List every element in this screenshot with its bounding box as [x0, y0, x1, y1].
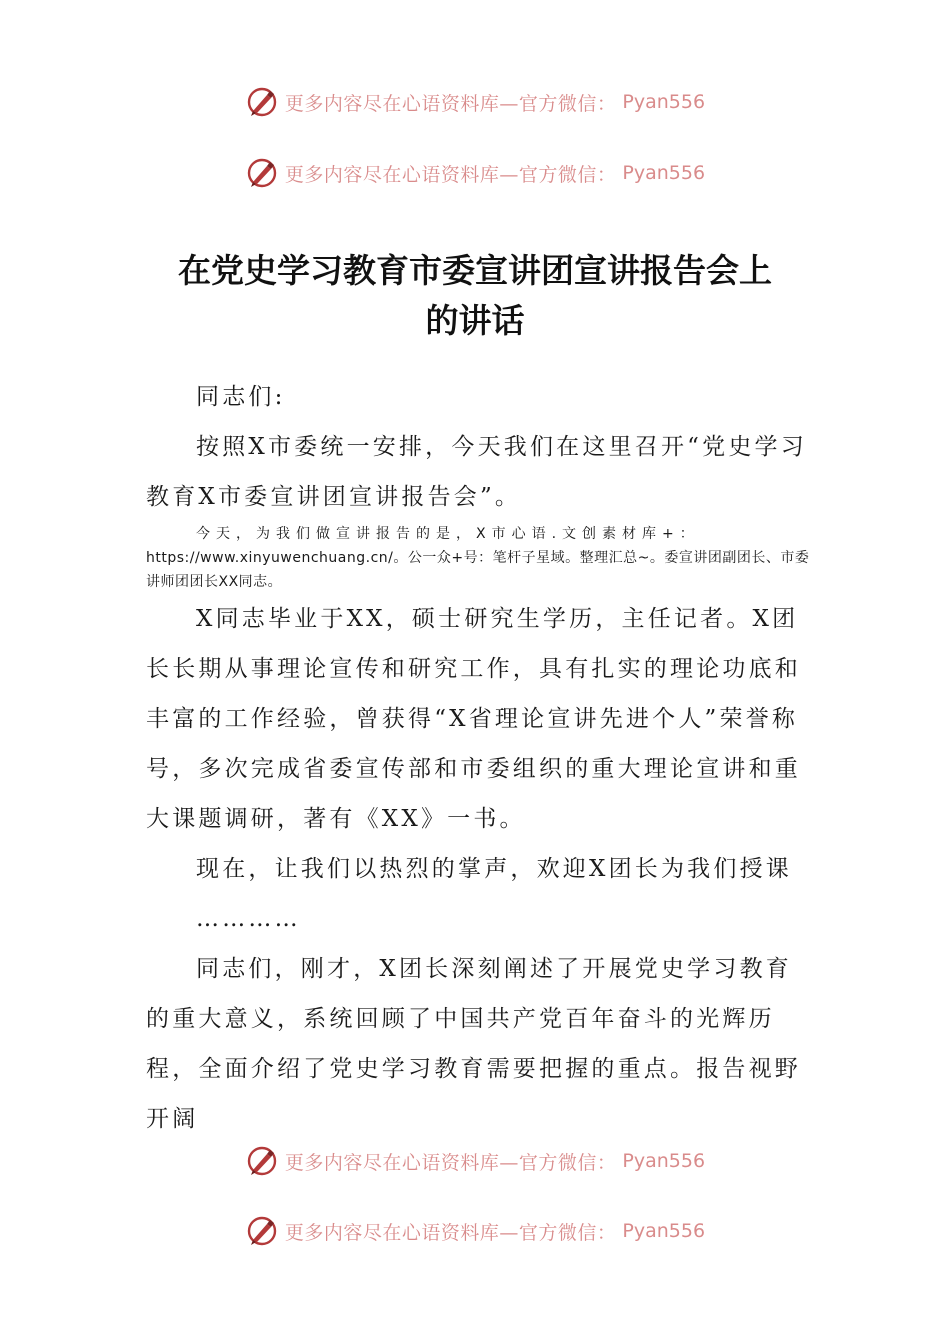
- paragraph-2-rest: https://www.xinyuwenchuang.cn/。公一众+号：笔杆子星域。整理汇总~。委宣讲团副团长、市委讲师团团长XX同志。: [146, 550, 810, 590]
- paragraph-3: X同志毕业于XX，硕士研究生学历，主任记者。X团长长期从事理论宣传和研究工作，具有扎实的理论功底和丰富的工作经验，曾获得“X省理论宣讲先进个人”荣誉称号，多次完成省委宣传部和市委组织的重大理论宣讲和重大课题调研，著有《XX》一书。: [146, 606, 801, 832]
- paragraph-2: [146, 522, 818, 594]
- paragraph-5: 同志们，刚才，X团长深刻阐述了开展党史学习教育的重大意义，系统回顾了中国共产党百年奋斗的光辉历程，全面介绍了党史学习教育需要把握的重点。报告视野开阔: [146, 956, 801, 1132]
- pen-logo-icon: [245, 156, 279, 190]
- watermark-text: 更多内容尽在心语资料库—官方微信：: [284, 163, 617, 186]
- watermark-text: 更多内容尽在心语资料库—官方微信：: [284, 1151, 617, 1174]
- paragraph-2-lead: 今天，为我们做宣讲报告的是，X市心语.文创素材库+：: [196, 526, 700, 542]
- watermark-id: Pyan556: [622, 1150, 706, 1172]
- salutation: 同志们:: [196, 384, 286, 410]
- watermark-text: 更多内容尽在心语资料库—官方微信：: [284, 1221, 617, 1244]
- watermark-top-1: [0, 82, 950, 122]
- title-line-1: 在党史学习教育市委宣讲团宣讲报告会上: [178, 251, 772, 290]
- watermark-top-2: [0, 153, 950, 193]
- document-body: [146, 372, 818, 1144]
- document-title: [120, 246, 830, 346]
- paragraph-1: 按照X市委统一安排，今天我们在这里召开“党史学习教育X市委宣讲团宣讲报告会”。: [146, 434, 807, 510]
- ellipsis: …………: [196, 906, 301, 932]
- pen-logo-icon: [245, 85, 279, 119]
- watermark-id: Pyan556: [622, 91, 706, 113]
- pen-logo-icon: [245, 1214, 279, 1248]
- title-line-2: 的讲话: [425, 301, 525, 340]
- watermark-bottom-2: [0, 1211, 950, 1251]
- paragraph-4: 现在，让我们以热烈的掌声，欢迎X团长为我们授课: [196, 856, 792, 882]
- watermark-text: 更多内容尽在心语资料库—官方微信：: [284, 92, 617, 115]
- watermark-id: Pyan556: [622, 162, 706, 184]
- pen-logo-icon: [245, 1144, 279, 1178]
- watermark-bottom-1: [0, 1141, 950, 1181]
- watermark-id: Pyan556: [622, 1220, 706, 1242]
